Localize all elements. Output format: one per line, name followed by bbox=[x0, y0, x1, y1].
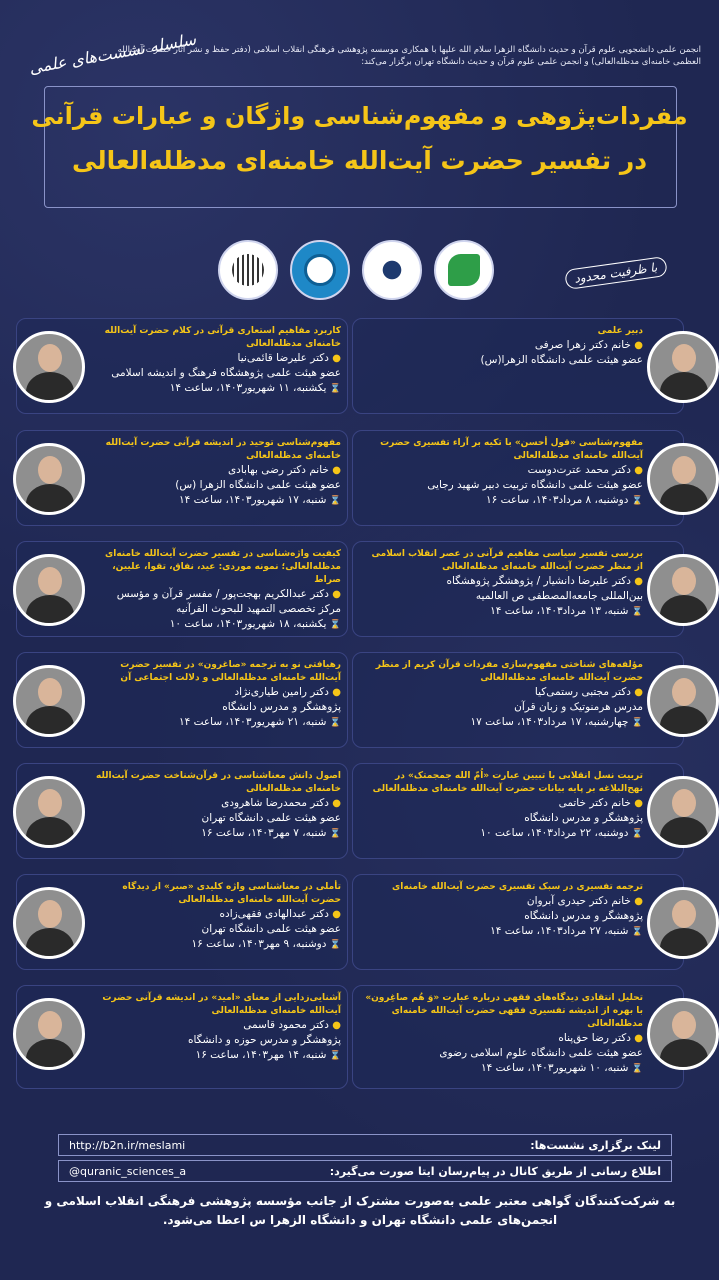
alzahra-logo-icon bbox=[434, 240, 494, 300]
series-label: سلسله نشست‌های علمی bbox=[27, 29, 198, 78]
session-card bbox=[16, 430, 348, 526]
speaker-role: پژوهشگر و مدرس دانشگاه bbox=[524, 812, 643, 824]
session-topic: بررسی تفسیر سیاسی مفاهیم قرآنی در عصر انقلاب اسلامی از منظر حضرت آیت‌الله خامنه‌ای مدظله‌العالی bbox=[371, 549, 643, 572]
speaker-photo bbox=[13, 776, 85, 848]
session-topic: مفهوم‌شناسی توحید در اندیشه قرآنی حضرت آیت‌الله خامنه‌ای مدظله‌العالی bbox=[105, 438, 341, 461]
session-topic: تأملی در معناشناسی واژه کلیدی «صبر» از دیدگاه حضرت آیت‌الله خامنه‌ای مدظله‌العالی bbox=[122, 882, 341, 905]
speaker-photo bbox=[13, 665, 85, 737]
speaker-role: عضو هیئت علمی دانشگاه الزهرا(س) bbox=[480, 354, 643, 366]
speaker-name: دکتر علیرضا دانشیار / پژوهشگر پژوهشگاه bbox=[446, 575, 631, 587]
channel-notice-row bbox=[58, 1160, 672, 1182]
session-card bbox=[16, 541, 348, 637]
speaker-name: دکتر عبدالکریم بهجت‌پور / مفسر قرآن و مؤسس bbox=[116, 588, 329, 600]
session-date: چهارشنبه، ۱۷ مرداد۱۴۰۳، ساعت ۱۷ bbox=[470, 716, 629, 728]
person-icon: ● bbox=[332, 909, 341, 920]
speaker-name: دکتر محمد عترت‌دوست bbox=[527, 464, 631, 476]
person-icon: ● bbox=[634, 340, 643, 351]
speaker-role: پژوهشگر و مدرس دانشگاه bbox=[222, 701, 341, 713]
session-topic: ترجمه تفسیری در سبک تفسیری حضرت آیت‌الله خامنه‌ای bbox=[392, 882, 643, 892]
speaker-photo bbox=[647, 998, 719, 1070]
session-card bbox=[352, 541, 684, 637]
hourglass-icon: ⌛ bbox=[329, 940, 341, 950]
session-date: شنبه، ۲۷ مرداد۱۴۰۳، ساعت ۱۴ bbox=[490, 925, 629, 937]
hourglass-icon: ⌛ bbox=[329, 384, 341, 394]
speaker-photo bbox=[13, 998, 85, 1070]
speaker-role: پژوهشگر و مدرس حوزه و دانشگاه bbox=[187, 1034, 341, 1046]
speaker-name: دکتر محمود قاسمی bbox=[243, 1019, 329, 1031]
hourglass-icon: ⌛ bbox=[329, 1051, 341, 1061]
session-topic: دبیر علمی bbox=[597, 326, 643, 336]
hourglass-icon: ⌛ bbox=[631, 927, 643, 937]
speaker-role: مرکز تخصصی التمهید للبحوث القرآنیه bbox=[176, 603, 341, 615]
speaker-photo bbox=[647, 443, 719, 515]
session-date: دوشنبه، ۸ مرداد۱۴۰۳، ساعت ۱۶ bbox=[486, 494, 629, 506]
session-card bbox=[352, 985, 684, 1089]
hourglass-icon: ⌛ bbox=[631, 718, 643, 728]
session-topic: کیفیت واژه‌شناسی در تفسیر حضرت آیت‌الله خامنه‌ای مدظله‌العالی؛ نمونه موردی: عید، نفاق، تقوا، علیین، صراط bbox=[105, 549, 341, 585]
speaker-role: عضو هیئت علمی دانشگاه تهران bbox=[201, 923, 341, 935]
speaker-name: خانم دکتر زهرا صرفی bbox=[534, 339, 631, 351]
session-card bbox=[352, 652, 684, 748]
session-card bbox=[352, 874, 684, 970]
session-card bbox=[16, 763, 348, 859]
speaker-name: خانم دکتر رضی بهابادی bbox=[227, 464, 329, 476]
session-topic: تربیت نسل انقلابی با تبیین عبارت «اُمّ الله جمجمتک» در نهج‌البلاغه بر پایه بیانات حضرت آیت‌الله خامنه‌ای مدظله‌العالی bbox=[372, 771, 643, 794]
session-date: دوشنبه، ۲۲ مرداد۱۴۰۳، ساعت ۱۰ bbox=[480, 827, 629, 839]
session-link-row bbox=[58, 1134, 672, 1156]
session-card bbox=[352, 430, 684, 526]
person-icon: ● bbox=[634, 798, 643, 809]
main-subtitle: در تفسیر حضرت آیت‌الله خامنه‌ای مدظله‌العالی bbox=[71, 146, 648, 175]
speaker-name: خانم دکتر خاتمی bbox=[558, 797, 631, 809]
speaker-role: پژوهشگر و مدرس دانشگاه bbox=[524, 910, 643, 922]
speaker-role: عضو هیئت علمی دانشگاه تهران bbox=[201, 812, 341, 824]
speaker-photo bbox=[647, 554, 719, 626]
hourglass-icon: ⌛ bbox=[631, 496, 643, 506]
session-card bbox=[16, 652, 348, 748]
session-link[interactable]: http://b2n.ir/meslami bbox=[69, 1139, 186, 1152]
speaker-photo bbox=[13, 443, 85, 515]
person-icon: ● bbox=[634, 576, 643, 587]
hourglass-icon: ⌛ bbox=[631, 607, 643, 617]
session-topic: آشنایی‌زدایی از معنای «امید» در اندیشه قرآنی حضرت آیت‌الله خامنه‌ای مدظله‌العالی bbox=[102, 993, 341, 1016]
speaker-photo bbox=[647, 665, 719, 737]
university-logo-icon bbox=[362, 240, 422, 300]
session-card bbox=[16, 874, 348, 970]
speaker-photo bbox=[13, 331, 85, 403]
logo-row bbox=[218, 240, 500, 300]
person-icon: ● bbox=[634, 687, 643, 698]
certificate-note: به شرکت‌کنندگان گواهی معتبر علمی به‌صورت مشترک از جانب مؤسسه پژوهشی فرهنگی انقلاب اسلامی و انجمن‌های علمی دانشگاه تهران و دانشگاه الزهرا س اعطا می‌شود. bbox=[44, 1194, 676, 1227]
hourglass-icon: ⌛ bbox=[631, 1064, 643, 1074]
session-card bbox=[16, 318, 348, 414]
person-icon: ● bbox=[332, 798, 341, 809]
speaker-name: دکتر علیرضا قائمی‌نیا bbox=[237, 352, 329, 364]
session-topic: کاربرد مفاهیم استعاری قرآنی در کلام حضرت آیت‌الله خامنه‌ای مدظله‌العالی bbox=[104, 326, 341, 349]
session-card bbox=[16, 985, 348, 1089]
hourglass-icon: ⌛ bbox=[329, 718, 341, 728]
person-icon: ● bbox=[634, 465, 643, 476]
session-date: یکشنبه، ۱۱ شهریور۱۴۰۳، ساعت ۱۴ bbox=[169, 382, 327, 394]
speaker-photo bbox=[647, 776, 719, 848]
session-topic: مؤلفه‌های شناختی مفهوم‌سازی مفردات قرآن کریم از منظر حضرت آیت‌الله خامنه‌ای مدظله‌العالی bbox=[375, 660, 643, 683]
speaker-role: عضو هیئت علمی دانشگاه تربیت دبیر شهید رجایی bbox=[427, 479, 643, 491]
intro-text: انجمن علمی دانشجویی علوم قرآن و حدیث دانشگاه الزهرا سلام الله علیها با همکاری موسسه پژوهشی فرهنگی انقلاب اسلامی (دفتر حفظ و نشر آثار حضرت آیت‌الله العظمی خامنه‌ای مدظله‌العالی) و انجمن علمی علوم قرآن و حدیث دانشگاه تهران برگزار می‌کند: bbox=[117, 45, 701, 67]
notice-label: اطلاع رسانی از طریق کانال در پیام‌رسان ایتا صورت می‌گیرد: bbox=[329, 1165, 661, 1178]
channel-handle[interactable]: @quranic_sciences_a bbox=[69, 1165, 187, 1178]
session-topic: رهیافتی نو به ترجمه «صاغرون» در تفسیر حضرت آیت‌الله خامنه‌ای مدظله‌العالی و دلالت اجتماعی آن bbox=[120, 660, 341, 683]
speaker-name: دکتر رامین طیاری‌نژاد bbox=[234, 686, 329, 698]
speaker-photo bbox=[13, 554, 85, 626]
hourglass-icon: ⌛ bbox=[329, 829, 341, 839]
quran-association-logo-icon bbox=[290, 240, 350, 300]
session-date: شنبه، ۱۳ مرداد۱۴۰۳، ساعت ۱۴ bbox=[490, 605, 629, 617]
session-date: شنبه، ۱۷ شهریور۱۴۰۳، ساعت ۱۴ bbox=[178, 494, 327, 506]
person-icon: ● bbox=[332, 589, 341, 600]
session-card bbox=[352, 763, 684, 859]
speaker-name: دکتر عبدالهادی فقهی‌زاده bbox=[219, 908, 329, 920]
speaker-role: بین‌المللی جامعه‌المصطفی ص العالمیه bbox=[475, 590, 643, 602]
link-label: لینک برگزاری نشست‌ها: bbox=[530, 1139, 661, 1152]
speaker-name: دکتر رضا حق‌پناه bbox=[558, 1032, 631, 1044]
speaker-name: خانم دکتر حیدری آبروان bbox=[526, 895, 631, 907]
session-date: شنبه، ۷ مهر۱۴۰۳، ساعت ۱۶ bbox=[201, 827, 327, 839]
speaker-role: عضو هیئت علمی دانشگاه علوم اسلامی رضوی bbox=[439, 1047, 643, 1059]
hourglass-icon: ⌛ bbox=[329, 496, 341, 506]
capacity-badge: با ظرفیت محدود bbox=[564, 256, 667, 290]
person-icon: ● bbox=[332, 465, 341, 476]
session-card bbox=[352, 318, 684, 414]
institute-logo-icon bbox=[218, 240, 278, 300]
speaker-name: دکتر محمدرضا شاهرودی bbox=[221, 797, 329, 809]
person-icon: ● bbox=[332, 353, 341, 364]
speaker-photo bbox=[647, 331, 719, 403]
session-date: دوشنبه، ۹ مهر۱۴۰۳، ساعت ۱۶ bbox=[191, 938, 327, 950]
speaker-photo bbox=[647, 887, 719, 959]
session-date: شنبه، ۱۰ شهریور۱۴۰۳، ساعت ۱۴ bbox=[480, 1062, 629, 1074]
session-topic: اصول دانش معناشناسی در قرآن‌شناخت حضرت آیت‌الله خامنه‌ای مدظله‌العالی bbox=[96, 771, 341, 794]
person-icon: ● bbox=[634, 896, 643, 907]
session-topic: تحلیل انتقادی دیدگاه‌های فقهی درباره عبارت «وَ هُم صاغِرون» با بهره از اندیشه تفسیری فقهی حضرت آیت‌الله خامنه‌ای مدظله‌العالی bbox=[365, 993, 643, 1029]
person-icon: ● bbox=[332, 1020, 341, 1031]
speaker-role: عضو هیئت علمی پژوهشگاه فرهنگ و اندیشه اسلامی bbox=[111, 367, 341, 379]
session-date: شنبه، ۲۱ شهریور۱۴۰۳، ساعت ۱۴ bbox=[178, 716, 327, 728]
hourglass-icon: ⌛ bbox=[631, 829, 643, 839]
speaker-name: دکتر مجتبی رستمی‌کیا bbox=[534, 686, 631, 698]
session-topic: مفهوم‌شناسی «قول أحسن» با تکیه بر آراء تفسیری حضرت آیت‌الله خامنه‌ای مدظله‌العالی bbox=[380, 438, 643, 461]
speaker-photo bbox=[13, 887, 85, 959]
session-date: شنبه، ۱۴ مهر۱۴۰۳، ساعت ۱۶ bbox=[195, 1049, 327, 1061]
hourglass-icon: ⌛ bbox=[329, 620, 341, 630]
speaker-role: عضو هیئت علمی دانشگاه الزهرا (س) bbox=[175, 479, 341, 491]
speaker-role: مدرس هرمنوتیک و زبان قرآن bbox=[514, 701, 643, 713]
session-date: یکشنبه، ۱۸ شهریور۱۴۰۳، ساعت ۱۰ bbox=[169, 618, 327, 630]
person-icon: ● bbox=[634, 1033, 643, 1044]
main-title: مفردات‌پژوهی و مفهوم‌شناسی واژگان و عبارات قرآنی bbox=[31, 102, 688, 130]
person-icon: ● bbox=[332, 687, 341, 698]
